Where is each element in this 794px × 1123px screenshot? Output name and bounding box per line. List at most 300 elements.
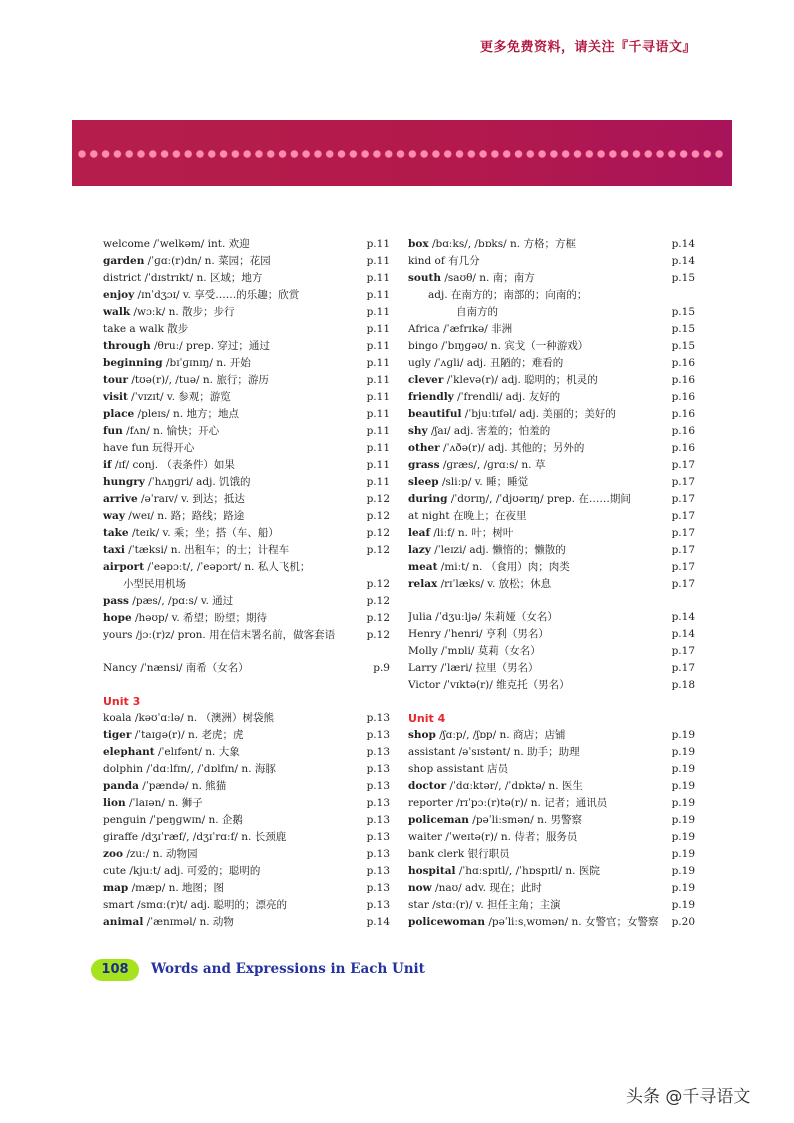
vocabulary-entry bbox=[408, 761, 695, 778]
vocabulary-entry bbox=[103, 525, 390, 542]
entry-text bbox=[408, 236, 576, 253]
entry-text bbox=[408, 270, 535, 287]
entry-definition: /liːf/ n. 叶；树叶 bbox=[430, 527, 514, 539]
entry-definition: /ˈtæksi/ n. 出租车；的士；计程车 bbox=[124, 544, 290, 556]
entry-headword: leaf bbox=[408, 527, 430, 539]
entry-headword: hospital bbox=[408, 865, 456, 877]
entry-headword: beginning bbox=[103, 357, 163, 369]
entry-text bbox=[408, 440, 584, 457]
entry-text bbox=[103, 897, 287, 914]
decorative-banner bbox=[72, 120, 732, 186]
vocabulary-entry bbox=[103, 576, 390, 593]
entry-page-ref: p.12 bbox=[366, 612, 390, 624]
entry-text bbox=[103, 627, 335, 644]
entry-definition: bank clerk 银行职员 bbox=[408, 848, 510, 860]
entry-page-ref: p.14 bbox=[671, 611, 695, 623]
entry-text bbox=[103, 236, 250, 253]
entry-text bbox=[408, 491, 631, 508]
vocabulary-entry bbox=[408, 897, 695, 914]
entry-definition: take a walk 散步 bbox=[103, 323, 189, 335]
entry-headword: pass bbox=[103, 595, 129, 607]
vocabulary-entry bbox=[408, 236, 695, 253]
entry-text bbox=[408, 253, 480, 270]
vocabulary-entry bbox=[103, 897, 390, 914]
entry-page-ref: p.16 bbox=[671, 391, 695, 403]
entry-definition: /θruː/ prep. 穿过；通过 bbox=[150, 340, 270, 352]
entry-page-ref: p.17 bbox=[671, 476, 695, 488]
unit-heading: Unit 4 bbox=[408, 712, 446, 725]
entry-page-ref: p.11 bbox=[366, 340, 390, 352]
entry-page-ref: p.12 bbox=[366, 493, 390, 505]
entry-headword: map bbox=[103, 882, 129, 894]
vocabulary-entry bbox=[408, 270, 695, 287]
entry-text bbox=[103, 525, 279, 542]
entry-page-ref: p.17 bbox=[671, 493, 695, 505]
vocabulary-entry bbox=[408, 338, 695, 355]
vocabulary-entry bbox=[103, 338, 390, 355]
entry-page-ref: p.19 bbox=[671, 729, 695, 741]
entry-page-ref: p.11 bbox=[366, 459, 390, 471]
vocabulary-entry bbox=[103, 457, 390, 474]
entry-definition: /həʊp/ v. 希望；盼望；期待 bbox=[131, 612, 267, 624]
entry-page-ref: p.14 bbox=[366, 916, 390, 928]
vocabulary-entry bbox=[103, 287, 390, 304]
entry-definition: 自南方的 bbox=[456, 306, 498, 318]
entry-definition: kind of 有几分 bbox=[408, 255, 480, 267]
entry-page-ref: p.11 bbox=[366, 476, 390, 488]
entry-page-ref: p.17 bbox=[671, 561, 695, 573]
vocabulary-entry bbox=[103, 880, 390, 897]
vocabulary-entry bbox=[103, 372, 390, 389]
vocabulary-column-right bbox=[408, 236, 695, 931]
entry-text bbox=[103, 491, 245, 508]
entry-page-ref: p.11 bbox=[366, 391, 390, 403]
entry-page-ref: p.11 bbox=[366, 306, 390, 318]
vocabulary-entry bbox=[408, 389, 695, 406]
entry-headword: arrive bbox=[103, 493, 138, 505]
entry-page-ref: p.11 bbox=[366, 323, 390, 335]
entry-text bbox=[103, 610, 267, 627]
entry-text bbox=[103, 304, 235, 321]
entry-definition: /naʊ/ adv. 现在；此时 bbox=[431, 882, 542, 894]
entry-text bbox=[408, 389, 560, 406]
entry-definition: 小型民用机场 bbox=[123, 578, 186, 590]
vocabulary-entry bbox=[408, 863, 695, 880]
entry-page-ref: p.19 bbox=[671, 797, 695, 809]
entry-definition: Africa /ˈæfrɪkə/ 非洲 bbox=[408, 323, 513, 335]
vocabulary-entry bbox=[103, 559, 390, 576]
vocabulary-entry bbox=[408, 355, 695, 372]
vocabulary-entry bbox=[103, 863, 390, 880]
entry-definition: /ˈleɪzi/ adj. 懒惰的；懒散的 bbox=[430, 544, 566, 556]
vocabulary-entry bbox=[408, 508, 695, 525]
vocabulary-entry bbox=[103, 270, 390, 287]
entry-definition: adj. 在南方的；南部的；向南的； bbox=[428, 289, 588, 301]
entry-definition: /ɪf/ conj. （表条件）如果 bbox=[111, 459, 235, 471]
entry-text bbox=[408, 829, 577, 846]
vocabulary-entry bbox=[408, 778, 695, 795]
vocabulary-entry bbox=[408, 474, 695, 491]
entry-headword: place bbox=[103, 408, 135, 420]
entry-page-ref: p.19 bbox=[671, 814, 695, 826]
entry-page-ref: p.11 bbox=[366, 255, 390, 267]
entry-headword: way bbox=[103, 510, 125, 522]
entry-text bbox=[408, 609, 558, 626]
vocabulary-entry bbox=[408, 321, 695, 338]
entry-page-ref: p.15 bbox=[671, 340, 695, 352]
vocabulary-entry bbox=[408, 491, 695, 508]
entry-page-ref: p.9 bbox=[373, 662, 390, 674]
vocabulary-entry bbox=[408, 829, 695, 846]
entry-headword: shy bbox=[408, 425, 428, 437]
vocabulary-entry bbox=[408, 677, 695, 694]
banner-dot-row bbox=[78, 150, 726, 158]
entry-text bbox=[456, 304, 498, 321]
entry-text bbox=[408, 406, 616, 423]
entry-page-ref: p.13 bbox=[366, 882, 390, 894]
entry-definition: /bɑːks/, /bɒks/ n. 方格；方框 bbox=[428, 238, 576, 250]
entry-headword: elephant bbox=[103, 746, 155, 758]
vocabulary-entry bbox=[103, 593, 390, 610]
vocabulary-entry bbox=[103, 474, 390, 491]
entry-definition: /pəˈliːsmən/ n. 男警察 bbox=[468, 814, 583, 826]
entry-definition: /saʊθ/ n. 南；南方 bbox=[441, 272, 535, 284]
source-watermark: 头条 @千寻语文 bbox=[626, 1087, 751, 1107]
entry-page-ref: p.12 bbox=[366, 544, 390, 556]
entry-spacer bbox=[103, 677, 390, 693]
entry-definition: /ˈdɑːktər/, /ˈdɒktə/ n. 医生 bbox=[446, 780, 583, 792]
entry-headword: sleep bbox=[408, 476, 439, 488]
entry-headword: panda bbox=[103, 780, 139, 792]
vocabulary-entry bbox=[408, 406, 695, 423]
entry-text bbox=[408, 559, 570, 576]
vocabulary-entry bbox=[103, 795, 390, 812]
vocabulary-entry bbox=[103, 627, 390, 644]
entry-text bbox=[408, 643, 541, 660]
entry-page-ref: p.13 bbox=[366, 899, 390, 911]
entry-text bbox=[103, 440, 194, 457]
entry-definition: bingo /ˈbɪŋɡəʊ/ n. 宾戈（一种游戏） bbox=[408, 340, 589, 352]
entry-definition: /əˈraɪv/ v. 到达；抵达 bbox=[137, 493, 245, 505]
vocabulary-entry bbox=[103, 660, 390, 677]
entry-spacer bbox=[103, 644, 390, 660]
entry-definition: /pæs/, /pɑːs/ v. 通过 bbox=[128, 595, 234, 607]
vocabulary-entry bbox=[408, 304, 695, 321]
entry-text bbox=[103, 270, 262, 287]
vocabulary-entry bbox=[103, 744, 390, 761]
vocabulary-column-left bbox=[103, 236, 390, 931]
entry-headword: through bbox=[103, 340, 151, 352]
entry-headword: visit bbox=[103, 391, 128, 403]
vocabulary-entry bbox=[103, 829, 390, 846]
entry-definition: /ˈɡɑː(r)dn/ n. 菜园；花园 bbox=[144, 255, 271, 267]
entry-headword: relax bbox=[408, 578, 438, 590]
vocabulary-entry bbox=[103, 389, 390, 406]
entry-text bbox=[103, 727, 243, 744]
vocabulary-entry bbox=[103, 610, 390, 627]
entry-text bbox=[408, 355, 563, 372]
entry-text bbox=[103, 423, 219, 440]
entry-definition: /bɪˈɡɪnɪŋ/ n. 开始 bbox=[162, 357, 251, 369]
entry-definition: /ɪnˈdʒɔɪ/ v. 享受……的乐趣；欣赏 bbox=[134, 289, 300, 301]
entry-spacer bbox=[408, 593, 695, 609]
entry-text bbox=[103, 829, 286, 846]
entry-definition: /ˈænɪməl/ n. 动物 bbox=[143, 916, 234, 928]
vocabulary-entry bbox=[103, 542, 390, 559]
entry-page-ref: p.17 bbox=[671, 662, 695, 674]
entry-headword: grass bbox=[408, 459, 440, 471]
entry-headword: policeman bbox=[408, 814, 469, 826]
page-number-badge: 108 bbox=[91, 959, 139, 981]
entry-headword: during bbox=[408, 493, 448, 505]
entry-headword: hungry bbox=[103, 476, 145, 488]
vocabulary-entry bbox=[103, 727, 390, 744]
entry-page-ref: p.13 bbox=[366, 797, 390, 809]
entry-headword: south bbox=[408, 272, 442, 284]
vocabulary-entry bbox=[408, 559, 695, 576]
entry-text bbox=[408, 372, 598, 389]
entry-headword: shop bbox=[408, 729, 436, 741]
entry-definition: /wɔːk/ n. 散步；步行 bbox=[130, 306, 235, 318]
entry-page-ref: p.14 bbox=[671, 628, 695, 640]
entry-headword: fun bbox=[103, 425, 123, 437]
entry-definition: /ˈbjuːtɪfəl/ adj. 美丽的；美好的 bbox=[461, 408, 616, 420]
vocabulary-entry bbox=[408, 457, 695, 474]
entry-page-ref: p.17 bbox=[671, 527, 695, 539]
entry-definition: /ˈhʌŋɡri/ adj. 饥饿的 bbox=[144, 476, 251, 488]
entry-text bbox=[103, 812, 243, 829]
entry-page-ref: p.19 bbox=[671, 899, 695, 911]
entry-definition: /fʌn/ n. 愉快；开心 bbox=[122, 425, 220, 437]
vocabulary-entry bbox=[408, 643, 695, 660]
entry-text bbox=[408, 423, 550, 440]
entry-text bbox=[103, 795, 203, 812]
entry-text bbox=[408, 795, 607, 812]
entry-headword: tiger bbox=[103, 729, 132, 741]
vocabulary-entry bbox=[103, 710, 390, 727]
entry-headword: doctor bbox=[408, 780, 447, 792]
entry-text bbox=[103, 253, 271, 270]
entry-definition: koala /kəʊˈɑːlə/ n. （澳洲）树袋熊 bbox=[103, 712, 275, 724]
entry-page-ref: p.19 bbox=[671, 780, 695, 792]
entry-text bbox=[123, 576, 186, 593]
vocabulary-entry bbox=[103, 423, 390, 440]
entry-text bbox=[103, 389, 231, 406]
vocabulary-entry bbox=[408, 253, 695, 270]
entry-page-ref: p.11 bbox=[366, 289, 390, 301]
entry-headword: policewoman bbox=[408, 916, 485, 928]
entry-headword: animal bbox=[103, 916, 144, 928]
vocabulary-entry bbox=[103, 778, 390, 795]
entry-definition: /pleɪs/ n. 地方；地点 bbox=[134, 408, 239, 420]
entry-page-ref: p.13 bbox=[366, 814, 390, 826]
entry-text bbox=[103, 508, 244, 525]
entry-page-ref: p.15 bbox=[671, 306, 695, 318]
entry-text bbox=[408, 474, 528, 491]
vocabulary-entry bbox=[408, 626, 695, 643]
vocabulary-entry bbox=[103, 812, 390, 829]
entry-definition: /miːt/ n. （食用）肉；肉类 bbox=[437, 561, 570, 573]
entry-definition: /ʃɑːp/, /ʃɒp/ n. 商店；店铺 bbox=[435, 729, 566, 741]
entry-definition: star /stɑː(r)/ v. 担任主角；主演 bbox=[408, 899, 561, 911]
entry-page-ref: p.14 bbox=[671, 255, 695, 267]
entry-definition: Henry /ˈhenri/ 亨利（男名） bbox=[408, 628, 549, 640]
entry-definition: district /ˈdɪstrɪkt/ n. 区域；地方 bbox=[103, 272, 263, 284]
entry-definition: reporter /rɪˈpɔː(r)tə(r)/ n. 记者；通讯员 bbox=[408, 797, 608, 809]
entry-definition: /ɡræs/, /ɡrɑːs/ n. 草 bbox=[439, 459, 546, 471]
entry-definition: dolphin /ˈdɑːlfɪn/, /ˈdɒlfɪn/ n. 海豚 bbox=[103, 763, 276, 775]
entry-headword: enjoy bbox=[103, 289, 135, 301]
entry-page-ref: p.11 bbox=[366, 238, 390, 250]
entry-page-ref: p.19 bbox=[671, 746, 695, 758]
entry-text bbox=[408, 744, 580, 761]
entry-text bbox=[408, 457, 545, 474]
entry-headword: meat bbox=[408, 561, 438, 573]
entry-page-ref: p.19 bbox=[671, 865, 695, 877]
entry-page-ref: p.11 bbox=[366, 357, 390, 369]
entry-definition: shop assistant 店员 bbox=[408, 763, 509, 775]
entry-headword: beautiful bbox=[408, 408, 462, 420]
entry-headword: other bbox=[408, 442, 440, 454]
entry-text bbox=[408, 677, 570, 694]
entry-headword: now bbox=[408, 882, 432, 894]
entry-page-ref: p.17 bbox=[671, 510, 695, 522]
entry-definition: /tʊə(r)/, /tuə/ n. 旅行；游历 bbox=[128, 374, 269, 386]
entry-page-ref: p.16 bbox=[671, 374, 695, 386]
entry-text bbox=[408, 542, 566, 559]
entry-headword: if bbox=[103, 459, 112, 471]
entry-definition: giraffe /dʒɪˈræf/, /dʒɪˈrɑːf/ n. 长颈鹿 bbox=[103, 831, 287, 843]
entry-page-ref: p.11 bbox=[366, 374, 390, 386]
vocabulary-entry bbox=[103, 355, 390, 372]
entry-page-ref: p.16 bbox=[671, 357, 695, 369]
entry-definition: /mæp/ n. 地图；图 bbox=[128, 882, 225, 894]
entry-text bbox=[103, 287, 299, 304]
entry-text bbox=[103, 761, 276, 778]
entry-text bbox=[408, 897, 561, 914]
entry-definition: ugly /ˈʌɡli/ adj. 丑陋的；难看的 bbox=[408, 357, 564, 369]
entry-page-ref: p.11 bbox=[366, 408, 390, 420]
entry-text bbox=[103, 338, 270, 355]
vocabulary-entry bbox=[103, 406, 390, 423]
entry-page-ref: p.17 bbox=[671, 645, 695, 657]
entry-text bbox=[408, 914, 658, 931]
vocabulary-entry bbox=[408, 846, 695, 863]
entry-text bbox=[408, 880, 542, 897]
entry-headword: clever bbox=[408, 374, 444, 386]
entry-page-ref: p.13 bbox=[366, 780, 390, 792]
vocabulary-entry bbox=[103, 236, 390, 253]
footer-section-title: Words and Expressions in Each Unit bbox=[151, 961, 425, 977]
entry-text bbox=[408, 508, 526, 525]
entry-text bbox=[103, 744, 240, 761]
entry-page-ref: p.12 bbox=[366, 595, 390, 607]
entry-text bbox=[103, 542, 289, 559]
entry-text bbox=[408, 863, 600, 880]
entry-page-ref: p.11 bbox=[366, 442, 390, 454]
entry-page-ref: p.15 bbox=[671, 272, 695, 284]
vocabulary-entry bbox=[408, 440, 695, 457]
entry-headword: take bbox=[103, 527, 129, 539]
entry-page-ref: p.18 bbox=[671, 679, 695, 691]
entry-definition: /ˈʌðə(r)/ adj. 其他的；另外的 bbox=[439, 442, 585, 454]
entry-text bbox=[408, 576, 551, 593]
entry-page-ref: p.13 bbox=[366, 729, 390, 741]
entry-definition: /ˈhɑːspɪtl/, /ˈhɒspɪtl/ n. 医院 bbox=[455, 865, 600, 877]
entry-headword: lazy bbox=[408, 544, 431, 556]
entry-definition: /ˈklevə(r)/ adj. 聪明的；机灵的 bbox=[443, 374, 598, 386]
entry-headword: hope bbox=[103, 612, 132, 624]
vocabulary-entry bbox=[103, 846, 390, 863]
entry-definition: /sliːp/ v. 睡；睡觉 bbox=[438, 476, 529, 488]
vocabulary-entry bbox=[408, 744, 695, 761]
vocabulary-entry bbox=[408, 542, 695, 559]
entry-definition: /ˈeəpɔːt/, /ˈeəpɔrt/ n. 私人飞机； bbox=[144, 561, 311, 573]
entry-text bbox=[103, 660, 249, 677]
entry-text bbox=[103, 406, 239, 423]
entry-definition: /rɪˈlæks/ v. 放松；休息 bbox=[437, 578, 552, 590]
entry-spacer bbox=[408, 694, 695, 710]
vocabulary-entry bbox=[103, 914, 390, 931]
entry-definition: Julia /ˈdʒuːljə/ 朱莉娅（女名） bbox=[408, 611, 558, 623]
entry-text bbox=[428, 287, 587, 304]
entry-text bbox=[103, 321, 188, 338]
entry-definition: /ˈpændə/ n. 熊猫 bbox=[138, 780, 227, 792]
entry-definition: /teɪk/ v. 乘；坐；搭（车、船） bbox=[128, 527, 279, 539]
entry-definition: /pəˈliːsˌwʊmən/ n. 女警官；女警察 bbox=[485, 916, 659, 928]
vocabulary-entry bbox=[103, 440, 390, 457]
entry-page-ref: p.13 bbox=[366, 848, 390, 860]
entry-text bbox=[408, 660, 538, 677]
entry-headword: airport bbox=[103, 561, 145, 573]
entry-definition: waiter /ˈweɪtə(r)/ n. 侍者；服务员 bbox=[408, 831, 578, 843]
vocabulary-entry bbox=[408, 372, 695, 389]
entry-text bbox=[103, 914, 234, 931]
entry-page-ref: p.15 bbox=[671, 323, 695, 335]
entry-definition: welcome /ˈwelkəm/ int. 欢迎 bbox=[103, 238, 250, 250]
vocabulary-entry bbox=[408, 880, 695, 897]
entry-page-ref: p.13 bbox=[366, 831, 390, 843]
entry-definition: assistant /əˈsɪstənt/ n. 助手；助理 bbox=[408, 746, 580, 758]
entry-definition: /ˈelɪfənt/ n. 大象 bbox=[154, 746, 240, 758]
entry-headword: zoo bbox=[103, 848, 123, 860]
entry-text bbox=[103, 778, 226, 795]
entry-text bbox=[408, 338, 588, 355]
entry-page-ref: p.12 bbox=[366, 510, 390, 522]
vocabulary-entry bbox=[103, 491, 390, 508]
entry-text bbox=[103, 457, 235, 474]
entry-definition: have fun 玩得开心 bbox=[103, 442, 195, 454]
entry-page-ref: p.13 bbox=[366, 763, 390, 775]
entry-headword: garden bbox=[103, 255, 145, 267]
entry-text bbox=[103, 846, 198, 863]
vocabulary-entry bbox=[408, 609, 695, 626]
entry-definition: /ˈtaɪɡə(r)/ n. 老虎；虎 bbox=[131, 729, 244, 741]
unit-heading: Unit 3 bbox=[103, 695, 141, 708]
entry-text bbox=[103, 710, 274, 727]
entry-definition: Larry /ˈlæri/ 拉里（男名） bbox=[408, 662, 539, 674]
vocabulary-entry bbox=[103, 321, 390, 338]
entry-page-ref: p.19 bbox=[671, 831, 695, 843]
entry-headword: tour bbox=[103, 374, 129, 386]
entry-definition: /ˈvɪzɪt/ v. 参观；游览 bbox=[127, 391, 231, 403]
entry-definition: yours /jɔː(r)z/ pron. 用在信末署名前，做客套语 bbox=[103, 629, 336, 641]
entry-text bbox=[103, 355, 251, 372]
entry-definition: Molly /ˈmɒli/ 莫莉（女名） bbox=[408, 645, 541, 657]
entry-text bbox=[408, 778, 583, 795]
entry-page-ref: p.12 bbox=[366, 578, 390, 590]
entry-headword: friendly bbox=[408, 391, 454, 403]
